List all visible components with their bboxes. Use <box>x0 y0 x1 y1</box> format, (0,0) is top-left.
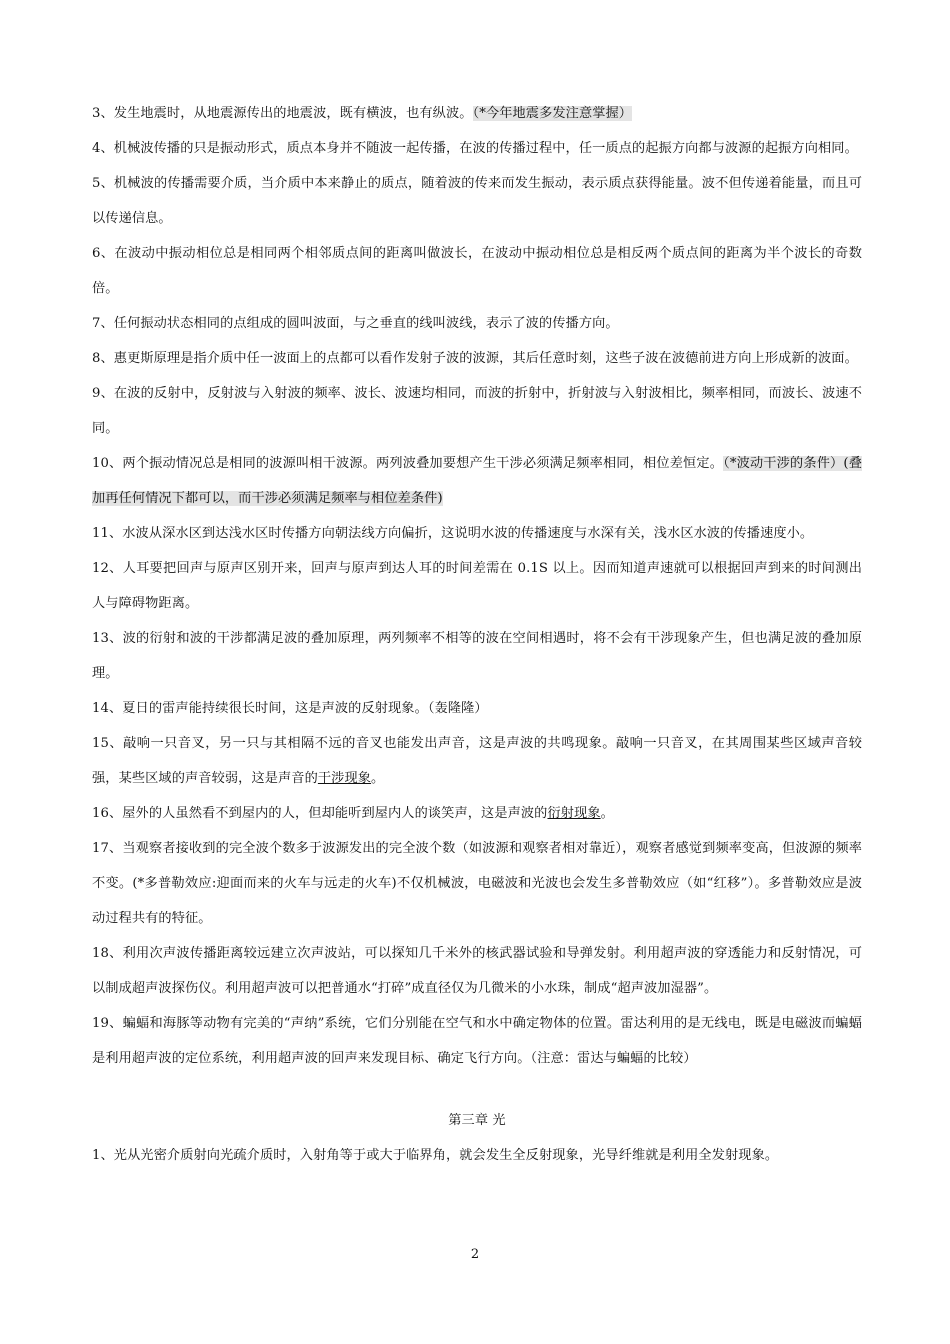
highlighted-note: （*波动干涉的条件）(叠加再任何情况下都可以，而干涉必须满足频率与相位差条件) <box>92 456 863 506</box>
paragraph-p12 <box>92 551 862 621</box>
text-segment: 13、波的衍射和波的干涉都满足波的叠加原理，两列频率不相等的波在空间相遇时，将不会有干涉现象产生，但也满足波的叠加原理。 <box>92 631 862 681</box>
wave-section <box>92 96 862 1076</box>
text-segment: 1、光从光密介质射向光疏介质时，入射角等于或大于临界角，就会发生全反射现象，光导纤维就是利用全发射现象。 <box>92 1148 779 1163</box>
paragraph-p11 <box>92 516 862 551</box>
paragraph-p4 <box>92 131 862 166</box>
text-segment: 9、在波的反射中，反射波与入射波的频率、波长、波速均相同，而波的折射中，折射波与入射波相比，频率相同，而波长、波速不同。 <box>92 386 862 436</box>
text-segment: 11、水波从深水区到达浅水区时传播方向朝法线方向偏折，这说明水波的传播速度与水深有关，浅水区水波的传播速度小。 <box>92 526 814 541</box>
paragraph-p13 <box>92 621 862 691</box>
paragraph-p17 <box>92 831 862 936</box>
text-segment: 6、在波动中振动相位总是相同两个相邻质点间的距离叫做波长，在波动中振动相位总是相反两个质点间的距离为半个波长的奇数倍。 <box>92 246 862 296</box>
paragraph-p18 <box>92 936 862 1006</box>
paragraph-p5 <box>92 166 862 236</box>
highlighted-note: （*今年地震多发注意掌握） <box>472 106 633 121</box>
text-segment: 10、两个振动情况总是相同的波源叫相干波源。两列波叠加要想产生干涉必须满足频率相同，相位差恒定。 <box>92 456 724 471</box>
paragraph-p15 <box>92 726 862 796</box>
text-segment: 17、当观察者接收到的完全波个数多于波源发出的完全波个数（如波源和观察者相对靠近），观察者感觉到频率变高，但波源的频率不变。(*多普勒效应:迎面而来的火车与远走的火车)不仅机械波，电磁波和光波也会发生多普勒效应（如“红移”）。多普勒效应是波动过程共有的特征。 <box>92 841 862 926</box>
paragraph-p10 <box>92 446 862 516</box>
paragraph-c1 <box>92 1138 862 1173</box>
paragraph-p8 <box>92 341 862 376</box>
text-segment: 。 <box>600 806 614 821</box>
light-section <box>92 1138 862 1173</box>
paragraph-p9 <box>92 376 862 446</box>
paragraph-p14 <box>92 691 862 726</box>
text-segment: 16、屋外的人虽然看不到屋内的人，但却能听到屋内人的谈笑声，这是声波的 <box>92 806 548 821</box>
text-segment: 19、蝙蝠和海豚等动物有完美的“声纳”系统，它们分别能在空气和水中确定物体的位置。雷达利用的是无线电，既是电磁波而蝙蝠是利用超声波的定位系统，利用超声波的回声来发现目标、确定飞行方向。（注意：雷达与蝙蝠的比较） <box>92 1016 862 1066</box>
paragraph-p3 <box>92 96 862 131</box>
text-segment: 4、机械波传播的只是振动形式，质点本身并不随波一起传播，在波的传播过程中，任一质点的起振方向都与波源的起振方向相同。 <box>92 141 858 156</box>
text-segment: 7、任何振动状态相同的点组成的圆叫波面，与之垂直的线叫波线，表示了波的传播方向。 <box>92 316 619 331</box>
text-segment: 12、人耳要把回声与原声区别开来，回声与原声到达人耳的时间差需在 0.1S 以上。因而知道声速就可以根据回声到来的时间测出人与障碍物距离。 <box>92 561 862 611</box>
chapter-heading: 第三章 光 <box>448 1113 506 1128</box>
text-segment: 3、发生地震时，从地震源传出的地震波，既有横波，也有纵波。 <box>92 106 473 121</box>
paragraph-p16 <box>92 796 862 831</box>
text-segment: 14、夏日的雷声能持续很长时间，这是声波的反射现象。（轰隆隆） <box>92 701 488 716</box>
text-segment: 8、惠更斯原理是指介质中任一波面上的点都可以看作发射子波的波源，其后任意时刻，这些子波在波德前进方向上形成新的波面。 <box>92 351 858 366</box>
text-segment: 18、利用次声波传播距离较远建立次声波站，可以探知几千米外的核武器试验和导弹发射。利用超声波的穿透能力和反射情况，可以制成超声波探伤仪。利用超声波可以把普通水“打碎”成直径仅为几微米的小水珠，制成“超声波加湿器”。 <box>92 946 862 996</box>
text-segment: 5、机械波的传播需要介质，当介质中本来静止的质点，随着波的传来而发生振动，表示质点获得能量。波不但传递着能量，而且可以传递信息。 <box>92 176 862 226</box>
page-number: 2 <box>470 1247 480 1262</box>
text-segment: 。 <box>371 771 385 786</box>
text-segment: 15、敲响一只音叉，另一只与其相隔不远的音叉也能发出声音，这是声波的共鸣现象。敲响一只音叉，在其周围某些区域声音较强，某些区域的声音较弱，这是声音的 <box>92 736 862 786</box>
paragraph-p6 <box>92 236 862 306</box>
paragraph-p19 <box>92 1006 862 1076</box>
document-body <box>92 96 862 1173</box>
underlined-term: 干涉现象 <box>317 771 372 786</box>
paragraph-p7 <box>92 306 862 341</box>
underlined-term: 衍射现象 <box>547 806 601 821</box>
